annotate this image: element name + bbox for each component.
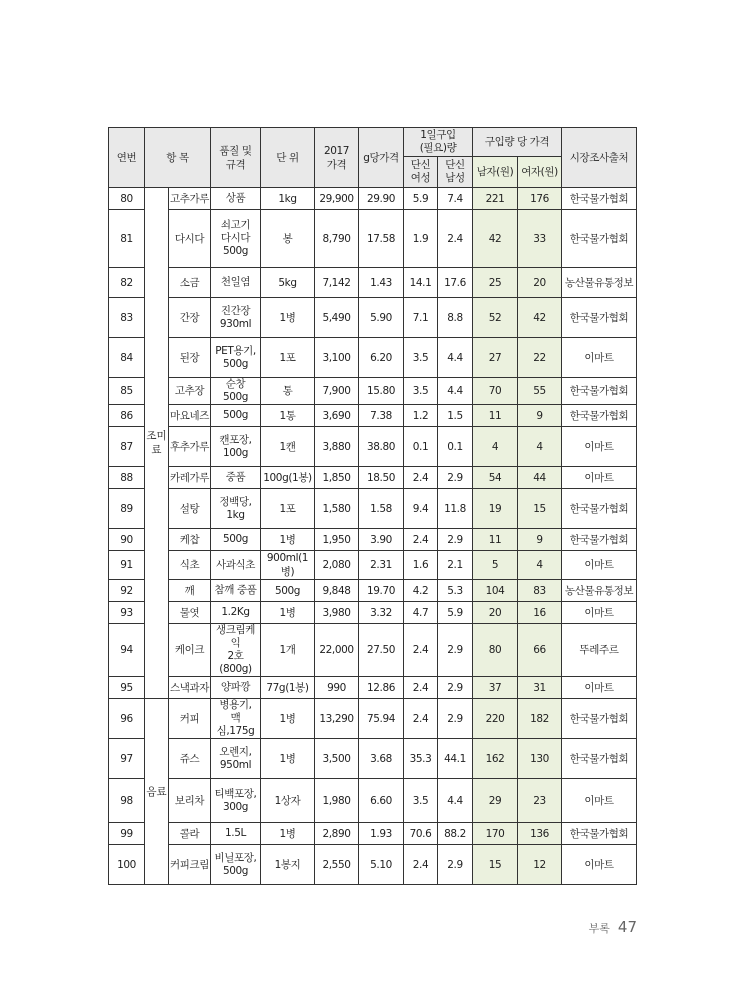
item-unit: 1포 bbox=[261, 489, 315, 529]
price-2017: 3,690 bbox=[315, 405, 359, 427]
female-price: 4 bbox=[518, 551, 562, 580]
item-name: 깨 bbox=[169, 580, 211, 602]
survey-source: 농산물유통정보 bbox=[562, 268, 637, 298]
daily-male: 8.8 bbox=[438, 298, 473, 338]
item-spec: PET용기, 500g bbox=[211, 338, 261, 378]
item-spec: 캔포장, 100g bbox=[211, 427, 261, 467]
survey-source: 한국물가협회 bbox=[562, 823, 637, 845]
female-price: 44 bbox=[518, 467, 562, 489]
female-price: 130 bbox=[518, 739, 562, 779]
daily-male: 2.9 bbox=[438, 677, 473, 699]
item-spec: 1.5L bbox=[211, 823, 261, 845]
price-per-gram: 29.90 bbox=[359, 188, 404, 210]
male-price: 42 bbox=[473, 210, 518, 268]
daily-male: 44.1 bbox=[438, 739, 473, 779]
item-name: 고추가루 bbox=[169, 188, 211, 210]
daily-female: 14.1 bbox=[404, 268, 438, 298]
male-price: 29 bbox=[473, 779, 518, 823]
daily-male: 2.4 bbox=[438, 210, 473, 268]
table-row bbox=[109, 338, 637, 378]
row-number: 100 bbox=[109, 845, 145, 885]
female-price: 20 bbox=[518, 268, 562, 298]
price-per-gram: 3.90 bbox=[359, 529, 404, 551]
item-unit: 500g bbox=[261, 580, 315, 602]
daily-female: 2.4 bbox=[404, 845, 438, 885]
row-number: 86 bbox=[109, 405, 145, 427]
item-name: 커피크림 bbox=[169, 845, 211, 885]
row-number: 87 bbox=[109, 427, 145, 467]
male-price: 54 bbox=[473, 467, 518, 489]
item-name: 간장 bbox=[169, 298, 211, 338]
header-spec: 품질 및 규격 bbox=[211, 128, 261, 188]
daily-female: 70.6 bbox=[404, 823, 438, 845]
daily-female: 2.4 bbox=[404, 467, 438, 489]
item-spec: 정백당, 1kg bbox=[211, 489, 261, 529]
price-per-gram: 3.32 bbox=[359, 602, 404, 624]
row-number: 90 bbox=[109, 529, 145, 551]
male-price: 4 bbox=[473, 427, 518, 467]
price-per-gram: 6.20 bbox=[359, 338, 404, 378]
survey-source: 이마트 bbox=[562, 602, 637, 624]
item-unit: 900ml(1병) bbox=[261, 551, 315, 580]
price-per-gram: 19.70 bbox=[359, 580, 404, 602]
daily-female: 2.4 bbox=[404, 529, 438, 551]
male-price: 70 bbox=[473, 378, 518, 405]
price-2017: 990 bbox=[315, 677, 359, 699]
male-price: 25 bbox=[473, 268, 518, 298]
item-spec: 상품 bbox=[211, 188, 261, 210]
female-price: 33 bbox=[518, 210, 562, 268]
row-number: 99 bbox=[109, 823, 145, 845]
survey-source: 이마트 bbox=[562, 779, 637, 823]
survey-source: 한국물가협회 bbox=[562, 529, 637, 551]
price-2017: 2,080 bbox=[315, 551, 359, 580]
row-number: 95 bbox=[109, 677, 145, 699]
survey-source: 이마트 bbox=[562, 338, 637, 378]
item-name: 케이크 bbox=[169, 624, 211, 677]
daily-male: 2.1 bbox=[438, 551, 473, 580]
table-row bbox=[109, 188, 637, 210]
price-per-gram: 1.58 bbox=[359, 489, 404, 529]
daily-male: 4.4 bbox=[438, 378, 473, 405]
header-daily-amount: 1일구입 (필요)량 bbox=[404, 128, 473, 157]
daily-female: 2.4 bbox=[404, 624, 438, 677]
survey-source: 한국물가협회 bbox=[562, 739, 637, 779]
header-unit: 단 위 bbox=[261, 128, 315, 188]
female-price: 9 bbox=[518, 405, 562, 427]
male-price: 11 bbox=[473, 529, 518, 551]
item-name: 소금 bbox=[169, 268, 211, 298]
table-row bbox=[109, 427, 637, 467]
item-unit: 1병 bbox=[261, 739, 315, 779]
header-price: 2017 가격 bbox=[315, 128, 359, 188]
table-row bbox=[109, 699, 637, 739]
table-row bbox=[109, 580, 637, 602]
price-2017: 3,100 bbox=[315, 338, 359, 378]
table-row bbox=[109, 823, 637, 845]
row-number: 83 bbox=[109, 298, 145, 338]
survey-source: 이마트 bbox=[562, 427, 637, 467]
female-price: 23 bbox=[518, 779, 562, 823]
female-price: 15 bbox=[518, 489, 562, 529]
daily-female: 4.7 bbox=[404, 602, 438, 624]
item-name: 고추장 bbox=[169, 378, 211, 405]
daily-male: 5.3 bbox=[438, 580, 473, 602]
item-unit: 5kg bbox=[261, 268, 315, 298]
row-number: 98 bbox=[109, 779, 145, 823]
header-female-single: 단신 여성 bbox=[404, 157, 438, 188]
footer-section: 부록 bbox=[588, 922, 610, 935]
item-spec: 1.2Kg bbox=[211, 602, 261, 624]
item-unit: 1봉지 bbox=[261, 845, 315, 885]
price-per-gram: 18.50 bbox=[359, 467, 404, 489]
header-price-per-purchase: 구입량 당 가격 bbox=[473, 128, 562, 157]
daily-female: 35.3 bbox=[404, 739, 438, 779]
table-row bbox=[109, 602, 637, 624]
row-number: 84 bbox=[109, 338, 145, 378]
daily-male: 2.9 bbox=[438, 529, 473, 551]
female-price: 16 bbox=[518, 602, 562, 624]
item-name: 후추가루 bbox=[169, 427, 211, 467]
survey-source: 한국물가협회 bbox=[562, 699, 637, 739]
item-spec: 오렌지, 950ml bbox=[211, 739, 261, 779]
price-2017: 3,880 bbox=[315, 427, 359, 467]
price-per-gram: 27.50 bbox=[359, 624, 404, 677]
price-2017: 7,900 bbox=[315, 378, 359, 405]
daily-female: 2.4 bbox=[404, 677, 438, 699]
male-price: 19 bbox=[473, 489, 518, 529]
header-no: 연번 bbox=[109, 128, 145, 188]
price-table bbox=[108, 127, 637, 885]
price-per-gram: 38.80 bbox=[359, 427, 404, 467]
table-row bbox=[109, 489, 637, 529]
item-unit: 1병 bbox=[261, 529, 315, 551]
table-row bbox=[109, 845, 637, 885]
item-spec: 순창 500g bbox=[211, 378, 261, 405]
daily-female: 1.9 bbox=[404, 210, 438, 268]
daily-male: 0.1 bbox=[438, 427, 473, 467]
table-row bbox=[109, 467, 637, 489]
price-2017: 22,000 bbox=[315, 624, 359, 677]
survey-source: 이마트 bbox=[562, 467, 637, 489]
price-2017: 13,290 bbox=[315, 699, 359, 739]
row-number: 92 bbox=[109, 580, 145, 602]
header-male-price: 남자(원) bbox=[473, 157, 518, 188]
item-unit: 봉 bbox=[261, 210, 315, 268]
female-price: 83 bbox=[518, 580, 562, 602]
row-number: 82 bbox=[109, 268, 145, 298]
item-name: 설탕 bbox=[169, 489, 211, 529]
item-unit: 1병 bbox=[261, 823, 315, 845]
row-number: 80 bbox=[109, 188, 145, 210]
male-price: 27 bbox=[473, 338, 518, 378]
daily-male: 2.9 bbox=[438, 624, 473, 677]
item-name: 스낵과자 bbox=[169, 677, 211, 699]
item-unit: 100g(1봉) bbox=[261, 467, 315, 489]
item-unit: 1통 bbox=[261, 405, 315, 427]
row-number: 96 bbox=[109, 699, 145, 739]
category-seasoning: 조미 료 bbox=[145, 188, 169, 699]
male-price: 5 bbox=[473, 551, 518, 580]
daily-female: 9.4 bbox=[404, 489, 438, 529]
table-row bbox=[109, 677, 637, 699]
daily-male: 2.9 bbox=[438, 699, 473, 739]
male-price: 220 bbox=[473, 699, 518, 739]
male-price: 80 bbox=[473, 624, 518, 677]
daily-female: 2.4 bbox=[404, 699, 438, 739]
price-2017: 3,980 bbox=[315, 602, 359, 624]
price-per-gram: 6.60 bbox=[359, 779, 404, 823]
female-price: 31 bbox=[518, 677, 562, 699]
daily-male: 2.9 bbox=[438, 845, 473, 885]
item-name: 보리차 bbox=[169, 779, 211, 823]
price-per-gram: 17.58 bbox=[359, 210, 404, 268]
female-price: 66 bbox=[518, 624, 562, 677]
price-2017: 2,890 bbox=[315, 823, 359, 845]
table-row bbox=[109, 529, 637, 551]
item-spec: 진간장 930ml bbox=[211, 298, 261, 338]
item-spec: 500g bbox=[211, 529, 261, 551]
price-per-gram: 5.90 bbox=[359, 298, 404, 338]
item-spec: 티백포장, 300g bbox=[211, 779, 261, 823]
item-spec: 쇠고기 다시다 500g bbox=[211, 210, 261, 268]
daily-male: 2.9 bbox=[438, 467, 473, 489]
row-number: 81 bbox=[109, 210, 145, 268]
header-female-price: 여자(원) bbox=[518, 157, 562, 188]
survey-source: 뚜레주르 bbox=[562, 624, 637, 677]
male-price: 162 bbox=[473, 739, 518, 779]
item-name: 물엿 bbox=[169, 602, 211, 624]
male-price: 15 bbox=[473, 845, 518, 885]
table-row bbox=[109, 268, 637, 298]
female-price: 9 bbox=[518, 529, 562, 551]
item-unit: 1병 bbox=[261, 699, 315, 739]
male-price: 20 bbox=[473, 602, 518, 624]
page-footer bbox=[589, 918, 637, 936]
row-number: 97 bbox=[109, 739, 145, 779]
price-2017: 8,790 bbox=[315, 210, 359, 268]
daily-male: 4.4 bbox=[438, 779, 473, 823]
item-name: 마요네즈 bbox=[169, 405, 211, 427]
survey-source: 한국물가협회 bbox=[562, 298, 637, 338]
header-item: 항 목 bbox=[145, 128, 211, 188]
table-row bbox=[109, 779, 637, 823]
daily-male: 88.2 bbox=[438, 823, 473, 845]
price-per-gram: 2.31 bbox=[359, 551, 404, 580]
item-name: 콜라 bbox=[169, 823, 211, 845]
price-per-gram: 3.68 bbox=[359, 739, 404, 779]
price-per-gram: 15.80 bbox=[359, 378, 404, 405]
daily-female: 1.6 bbox=[404, 551, 438, 580]
item-name: 케찹 bbox=[169, 529, 211, 551]
header-gram-price: g당가격 bbox=[359, 128, 404, 188]
price-2017: 29,900 bbox=[315, 188, 359, 210]
price-per-gram: 12.86 bbox=[359, 677, 404, 699]
daily-female: 0.1 bbox=[404, 427, 438, 467]
table-row bbox=[109, 210, 637, 268]
male-price: 104 bbox=[473, 580, 518, 602]
female-price: 136 bbox=[518, 823, 562, 845]
row-number: 89 bbox=[109, 489, 145, 529]
item-spec: 생크림케익 2호(800g) bbox=[211, 624, 261, 677]
price-2017: 9,848 bbox=[315, 580, 359, 602]
item-name: 쥬스 bbox=[169, 739, 211, 779]
item-unit: 1개 bbox=[261, 624, 315, 677]
item-name: 다시다 bbox=[169, 210, 211, 268]
price-per-gram: 1.43 bbox=[359, 268, 404, 298]
table-row bbox=[109, 739, 637, 779]
price-2017: 7,142 bbox=[315, 268, 359, 298]
survey-source: 한국물가협회 bbox=[562, 489, 637, 529]
price-2017: 5,490 bbox=[315, 298, 359, 338]
item-name: 커피 bbox=[169, 699, 211, 739]
survey-source: 이마트 bbox=[562, 845, 637, 885]
item-unit: 1캔 bbox=[261, 427, 315, 467]
item-unit: 1kg bbox=[261, 188, 315, 210]
item-unit: 1상자 bbox=[261, 779, 315, 823]
price-2017: 1,980 bbox=[315, 779, 359, 823]
row-number: 85 bbox=[109, 378, 145, 405]
item-spec: 천일염 bbox=[211, 268, 261, 298]
male-price: 52 bbox=[473, 298, 518, 338]
price-2017: 3,500 bbox=[315, 739, 359, 779]
item-spec: 참깨 중품 bbox=[211, 580, 261, 602]
survey-source: 한국물가협회 bbox=[562, 378, 637, 405]
survey-source: 한국물가협회 bbox=[562, 405, 637, 427]
table-row bbox=[109, 624, 637, 677]
daily-male: 4.4 bbox=[438, 338, 473, 378]
price-2017: 2,550 bbox=[315, 845, 359, 885]
row-number: 93 bbox=[109, 602, 145, 624]
survey-source: 한국물가협회 bbox=[562, 210, 637, 268]
item-unit: 통 bbox=[261, 378, 315, 405]
daily-male: 7.4 bbox=[438, 188, 473, 210]
row-number: 88 bbox=[109, 467, 145, 489]
male-price: 11 bbox=[473, 405, 518, 427]
daily-male: 11.8 bbox=[438, 489, 473, 529]
daily-female: 3.5 bbox=[404, 338, 438, 378]
item-spec: 500g bbox=[211, 405, 261, 427]
item-unit: 1병 bbox=[261, 602, 315, 624]
category-beverage: 음료 bbox=[145, 699, 169, 885]
female-price: 4 bbox=[518, 427, 562, 467]
item-spec: 사과식초 bbox=[211, 551, 261, 580]
male-price: 221 bbox=[473, 188, 518, 210]
price-per-gram: 5.10 bbox=[359, 845, 404, 885]
price-2017: 1,850 bbox=[315, 467, 359, 489]
survey-source: 한국물가협회 bbox=[562, 188, 637, 210]
item-name: 식초 bbox=[169, 551, 211, 580]
male-price: 37 bbox=[473, 677, 518, 699]
table-row bbox=[109, 298, 637, 338]
daily-female: 3.5 bbox=[404, 779, 438, 823]
price-2017: 1,950 bbox=[315, 529, 359, 551]
female-price: 176 bbox=[518, 188, 562, 210]
female-price: 22 bbox=[518, 338, 562, 378]
item-name: 카레가루 bbox=[169, 467, 211, 489]
item-spec: 병용기, 맥심,175g bbox=[211, 699, 261, 739]
price-2017: 1,580 bbox=[315, 489, 359, 529]
price-per-gram: 7.38 bbox=[359, 405, 404, 427]
row-number: 91 bbox=[109, 551, 145, 580]
male-price: 170 bbox=[473, 823, 518, 845]
female-price: 182 bbox=[518, 699, 562, 739]
item-spec: 양파깡 bbox=[211, 677, 261, 699]
row-number: 94 bbox=[109, 624, 145, 677]
item-name: 된장 bbox=[169, 338, 211, 378]
daily-male: 17.6 bbox=[438, 268, 473, 298]
item-spec: 비닐포장, 500g bbox=[211, 845, 261, 885]
price-per-gram: 1.93 bbox=[359, 823, 404, 845]
item-spec: 중품 bbox=[211, 467, 261, 489]
table-row bbox=[109, 551, 637, 580]
survey-source: 이마트 bbox=[562, 677, 637, 699]
female-price: 12 bbox=[518, 845, 562, 885]
survey-source: 이마트 bbox=[562, 551, 637, 580]
table-row bbox=[109, 378, 637, 405]
daily-female: 7.1 bbox=[404, 298, 438, 338]
price-per-gram: 75.94 bbox=[359, 699, 404, 739]
daily-male: 1.5 bbox=[438, 405, 473, 427]
header-source: 시장조사출처 bbox=[562, 128, 637, 188]
female-price: 55 bbox=[518, 378, 562, 405]
item-unit: 77g(1봉) bbox=[261, 677, 315, 699]
daily-female: 5.9 bbox=[404, 188, 438, 210]
table-row bbox=[109, 405, 637, 427]
item-unit: 1포 bbox=[261, 338, 315, 378]
header-male-single: 단신 남성 bbox=[438, 157, 473, 188]
daily-female: 3.5 bbox=[404, 378, 438, 405]
page-number: 47 bbox=[617, 918, 637, 936]
item-unit: 1병 bbox=[261, 298, 315, 338]
daily-female: 1.2 bbox=[404, 405, 438, 427]
female-price: 42 bbox=[518, 298, 562, 338]
survey-source: 농산물유통정보 bbox=[562, 580, 637, 602]
daily-female: 4.2 bbox=[404, 580, 438, 602]
daily-male: 5.9 bbox=[438, 602, 473, 624]
